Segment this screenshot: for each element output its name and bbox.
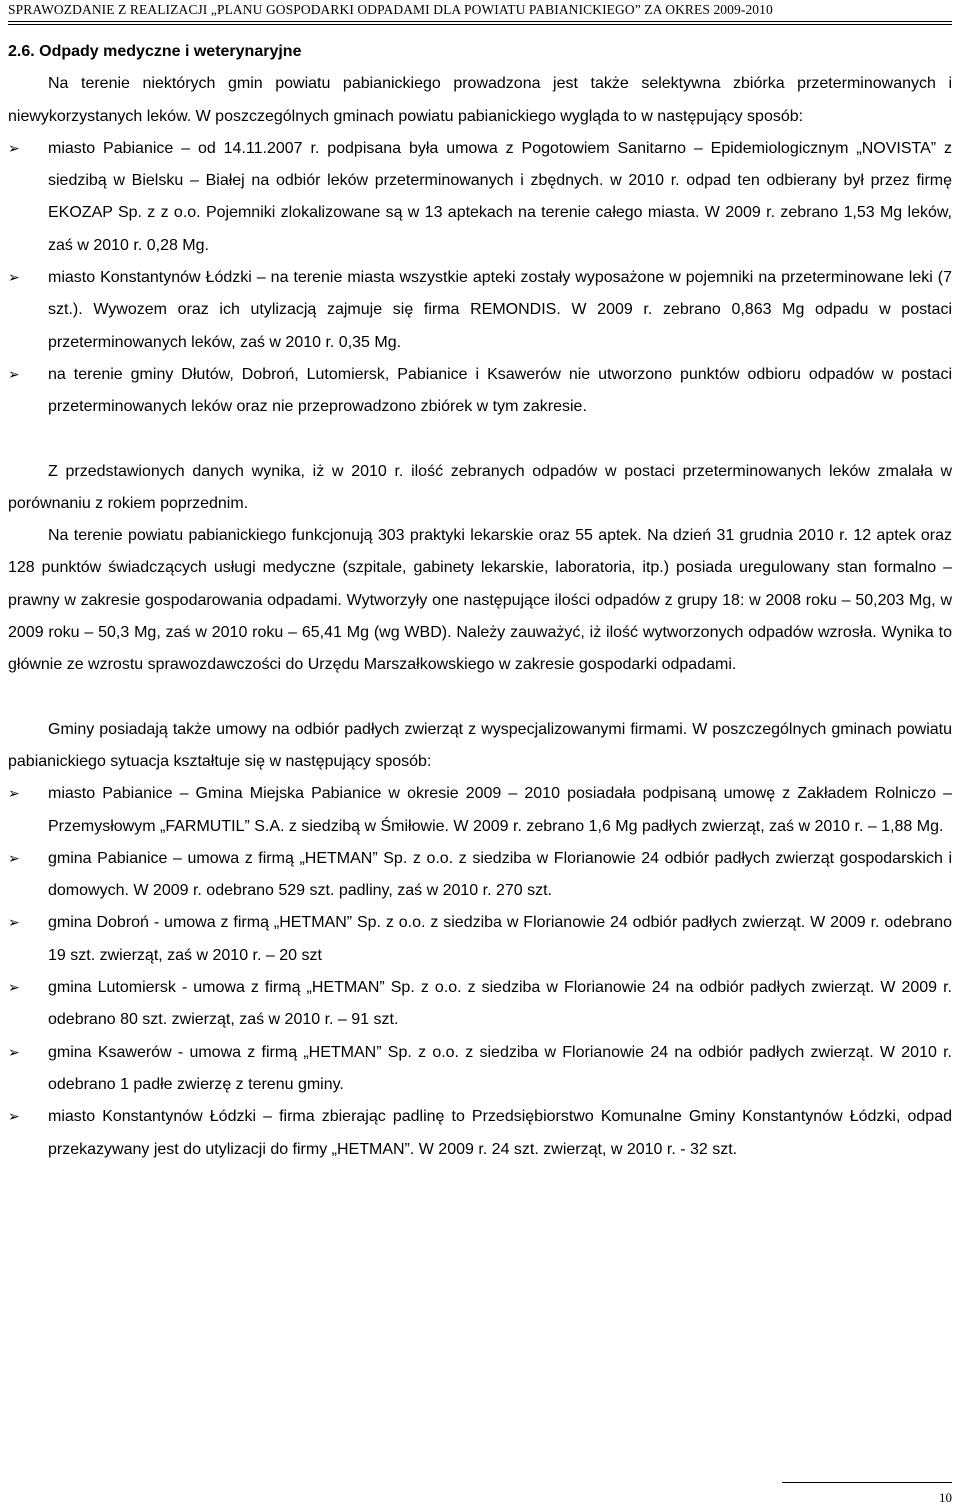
arrowhead-bullet-icon: ➢ <box>8 980 20 997</box>
list-item-text: gmina Ksawerów - umowa z firmą „HETMAN” Sp. z o.o. z siedziba w Florianowie 24 na odbiór padłych zwierząt. W 2010 r. odebrano 1 padłe zwierzę z terenu gminy. <box>48 1043 952 1093</box>
list-item <box>8 1101 952 1166</box>
running-header: SPRAWOZDANIE Z REALIZACJI „PLANU GOSPODARKI ODPADAMI DLA POWIATU PABIANICKIEGO” ZA OKRES 2009-2010 <box>8 2 952 25</box>
arrowhead-bullet-icon: ➢ <box>8 1044 20 1061</box>
medical-waste-paragraph: Na terenie powiatu pabianickiego funkcjonują 303 praktyki lekarskie oraz 55 aptek. Na dzień 31 grudnia 2010 r. 12 aptek oraz 128 punktów świadczących usługi medyczne (szpitale, gabinety lekarskie, laboratoria, itp.) posiada uregulowany stan formalno – prawny w zakresie gospodarowania odpadami. Wytworzyły one następujące ilości odpadów z grupy 18: w 2008 roku – 50,203 Mg, w 2009 roku – 50,3 Mg, zaś w 2010 roku – 65,41 Mg (wg WBD). Należy zauważyć, iż ilość wytworzonych odpadów wzrosła. Wynika to głównie ze wzrostu sprawozdawczości do Urzędu Marszałkowskiego w zakresie gospodarki odpadami. <box>8 527 952 674</box>
list-item <box>8 359 952 424</box>
veterinary-list <box>8 778 952 1166</box>
arrowhead-bullet-icon: ➢ <box>8 366 20 383</box>
list-item-text: gmina Dobroń - umowa z firmą „HETMAN” Sp. z o.o. z siedziba w Florianowie 24 odbiór padłych zwierząt. W 2009 r. odebrano 19 szt. zwierząt, zaś w 2010 r. – 20 szt <box>48 914 952 964</box>
list-item-text: na terenie gminy Dłutów, Dobroń, Lutomiersk, Pabianice i Ksawerów nie utworzono punktów odbioru odpadów w postaci przeterminowanych leków oraz nie przeprowadzono zbiórek w tym zakresie. <box>48 365 952 416</box>
arrowhead-bullet-icon: ➢ <box>8 850 20 867</box>
summary-paragraph: Z przedstawionych danych wynika, iż w 2010 r. ilość zebranych odpadów w postaci przeterminowanych leków zmalała w porównaniu z rokiem poprzednim. <box>8 462 952 512</box>
section-number: 2.6. <box>8 43 35 60</box>
list-item-text: miasto Pabianice – Gmina Miejska Pabianice w okresie 2009 – 2010 posiadała podpisaną umowę z Zakładem Rolniczo – Przemysłowym „FARMUTIL” S.A. z siedzibą w Śmiłowie. W 2009 r. zebrano 1,6 Mg padłych zwierząt, zaś w 2010 r. – 1,88 Mg. <box>48 785 952 835</box>
list-item <box>8 133 952 262</box>
spacer <box>8 682 952 714</box>
medical-list <box>8 133 952 424</box>
page-number: 10 <box>939 1490 952 1505</box>
list-item <box>8 972 952 1037</box>
list-item-text: gmina Pabianice – umowa z firmą „HETMAN” Sp. z o.o. z siedziba w Florianowie 24 odbiór padłych zwierząt gospodarskich i domowych. W 2009 r. odebrano 529 szt. padliny, zaś w 2010 r. 270 szt. <box>48 849 952 900</box>
list-item-text: miasto Pabianice – od 14.11.2007 r. podpisana była umowa z Pogotowiem Sanitarno – Epidemiologicznym „NOVISTA” z siedzibą w Bielsku – Białej na odbiór leków przeterminowanych i zbędnych. w 2010 r. odpad ten odbierany był przez firmę EKOZAP Sp. z z o.o. Pojemniki zlokalizowane są w 13 aptekach na terenie całego miasta. W 2009 r. zebrano 1,53 Mg leków, zaś w 2010 r. 0,28 Mg. <box>48 139 952 254</box>
list-item <box>8 778 952 843</box>
arrowhead-bullet-icon: ➢ <box>8 270 20 287</box>
list-item <box>8 262 952 359</box>
animal-intro-paragraph: Gminy posiadają także umowy na odbiór padłych zwierząt z wyspecjalizowanymi firmami. W poszczególnych gminach powiatu pabianickiego sytuacja kształtuje się w następujący sposób: <box>8 720 952 770</box>
list-item <box>8 907 952 972</box>
list-item <box>8 1037 952 1102</box>
footer-rule <box>782 1482 952 1483</box>
arrowhead-bullet-icon: ➢ <box>8 1109 20 1126</box>
section-title: Odpady medyczne i weterynaryjne <box>39 43 302 60</box>
spacer <box>8 424 952 456</box>
arrowhead-bullet-icon: ➢ <box>8 915 20 932</box>
list-item-text: miasto Konstantynów Łódzki – na terenie miasta wszystkie apteki zostały wyposażone w pojemniki na przeterminowane leki (7 szt.). Wywozem oraz ich utylizacją zajmuje się firma REMONDIS. W 2009 r. zebrano 0,863 Mg odpadu w postaci przeterminowanych leków, zaś w 2010 r. 0,35 Mg. <box>48 269 952 351</box>
list-item-text: gmina Lutomiersk - umowa z firmą „HETMAN” Sp. z o.o. z siedziba w Florianowie 24 na odbiór padłych zwierząt. W 2009 r. odebrano 80 szt. zwierząt, zaś w 2010 r. – 91 szt. <box>48 979 952 1029</box>
document-body <box>8 36 952 1166</box>
list-item-text: miasto Konstantynów Łódzki – firma zbierając padlinę to Przedsiębiorstwo Komunalne Gminy Konstantynów Łódzki, odpad przekazywany jest do utylizacji do firmy „HETMAN”. W 2009 r. 24 szt. zwierząt, w 2010 r. - 32 szt. <box>48 1108 952 1158</box>
arrowhead-bullet-icon: ➢ <box>8 786 20 803</box>
intro-paragraph: Na terenie niektórych gmin powiatu pabianickiego prowadzona jest także selektywna zbiórka przeterminowanych i niewykorzystanych leków. W poszczególnych gminach powiatu pabianickiego wygląda to w następujący sposób: <box>8 75 952 125</box>
section-heading <box>8 36 952 68</box>
arrowhead-bullet-icon: ➢ <box>8 140 20 157</box>
list-item <box>8 843 952 908</box>
